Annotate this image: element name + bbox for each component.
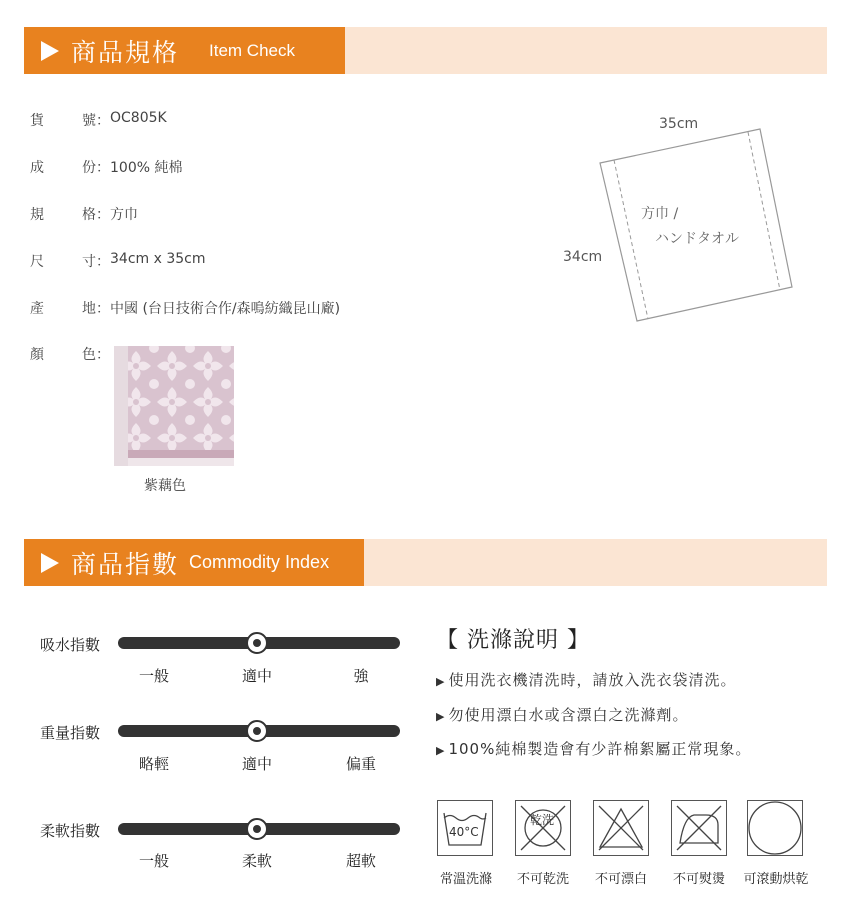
index-knob: [246, 632, 268, 654]
wash-item: ▶ 100%純棉製造會有少許棉絮屬正常現象。: [436, 740, 752, 758]
color-swatch: [114, 346, 234, 466]
scale-high: 強: [353, 667, 369, 685]
play-triangle-icon: [41, 553, 59, 573]
scale-mid: 適中: [241, 755, 272, 773]
scale-high: 超軟: [345, 852, 376, 870]
spec-value: 100% 純棉: [110, 160, 183, 176]
care-label: 不可熨燙: [672, 872, 725, 887]
care-label: 不可漂白: [594, 872, 647, 887]
spec-row: 產 地 ： 中國 (台日技術合作/森鳴紡織昆山廠): [30, 298, 340, 318]
diagram-text-2: ハンドタオル: [655, 231, 739, 247]
spec-row: 尺 寸 ： 34cm x 35cm: [30, 251, 206, 270]
index-knob: [246, 818, 268, 840]
no-dry-clean-icon: 乾洗: [515, 800, 571, 856]
section-title-en: Item Check: [209, 40, 295, 60]
section-title-en: Commodity Index: [189, 552, 330, 572]
index-label: 重量指數: [40, 724, 101, 742]
section-tab: [24, 539, 364, 586]
spec-value: 中國 (台日技術合作/森鳴紡織昆山廠): [110, 301, 341, 317]
index-knob: [246, 720, 268, 742]
arrow-right-icon: ▶: [436, 710, 446, 723]
spec-value: OC805K: [110, 110, 167, 126]
index-label: 柔軟指數: [40, 822, 101, 840]
play-triangle-icon: [41, 41, 59, 61]
spec-row: 貨 號 ： OC805K: [30, 110, 167, 129]
arrow-right-icon: ▶: [436, 744, 446, 757]
scale-mid: 柔軟: [241, 852, 272, 870]
section-tab: [24, 27, 345, 74]
section-title-zh: 商品規格: [71, 37, 180, 67]
scale-high: 偏重: [345, 755, 376, 773]
spec-row: 顏 色 ：: [30, 347, 110, 363]
section-header-commodity-index: [24, 539, 827, 586]
towel-size-diagram: [560, 105, 810, 335]
wash-item: ▶ 勿使用漂白水或含漂白之洗滌劑。: [436, 706, 689, 724]
scale-mid: 適中: [241, 667, 272, 685]
index-label: 吸水指數: [40, 636, 101, 654]
scale-low: 一般: [138, 852, 169, 870]
spec-value: 34cm x 35cm: [110, 251, 206, 267]
diagram-text-1: 方巾 /: [641, 206, 679, 222]
spec-value: 方巾: [110, 207, 138, 223]
width-label: 35cm: [659, 116, 699, 132]
wash-title: 【 洗滌說明 】: [436, 628, 590, 653]
care-label: 可滾動烘乾: [743, 872, 809, 887]
wash-40c-icon: 40°C: [437, 800, 493, 856]
section-header-item-check: [24, 27, 827, 74]
no-bleach-icon: [593, 800, 649, 856]
scale-low: 一般: [138, 667, 169, 685]
no-iron-icon: [671, 800, 727, 856]
scale-low: 略輕: [138, 755, 169, 773]
swatch-caption: 紫藕色: [144, 478, 186, 494]
spec-row: 規 格 ： 方巾: [30, 204, 138, 224]
arrow-right-icon: ▶: [436, 675, 446, 688]
spec-row: 成 份 ： 100% 純棉: [30, 157, 182, 177]
care-label: 常溫洗滌: [439, 872, 492, 887]
tumble-dry-icon: [747, 800, 803, 856]
height-label: 34cm: [563, 249, 603, 265]
section-title-zh: 商品指數: [71, 549, 180, 579]
care-label: 不可乾洗: [516, 872, 569, 887]
wash-item: ▶ 使用洗衣機清洗時，請放入洗衣袋清洗。: [436, 671, 737, 689]
